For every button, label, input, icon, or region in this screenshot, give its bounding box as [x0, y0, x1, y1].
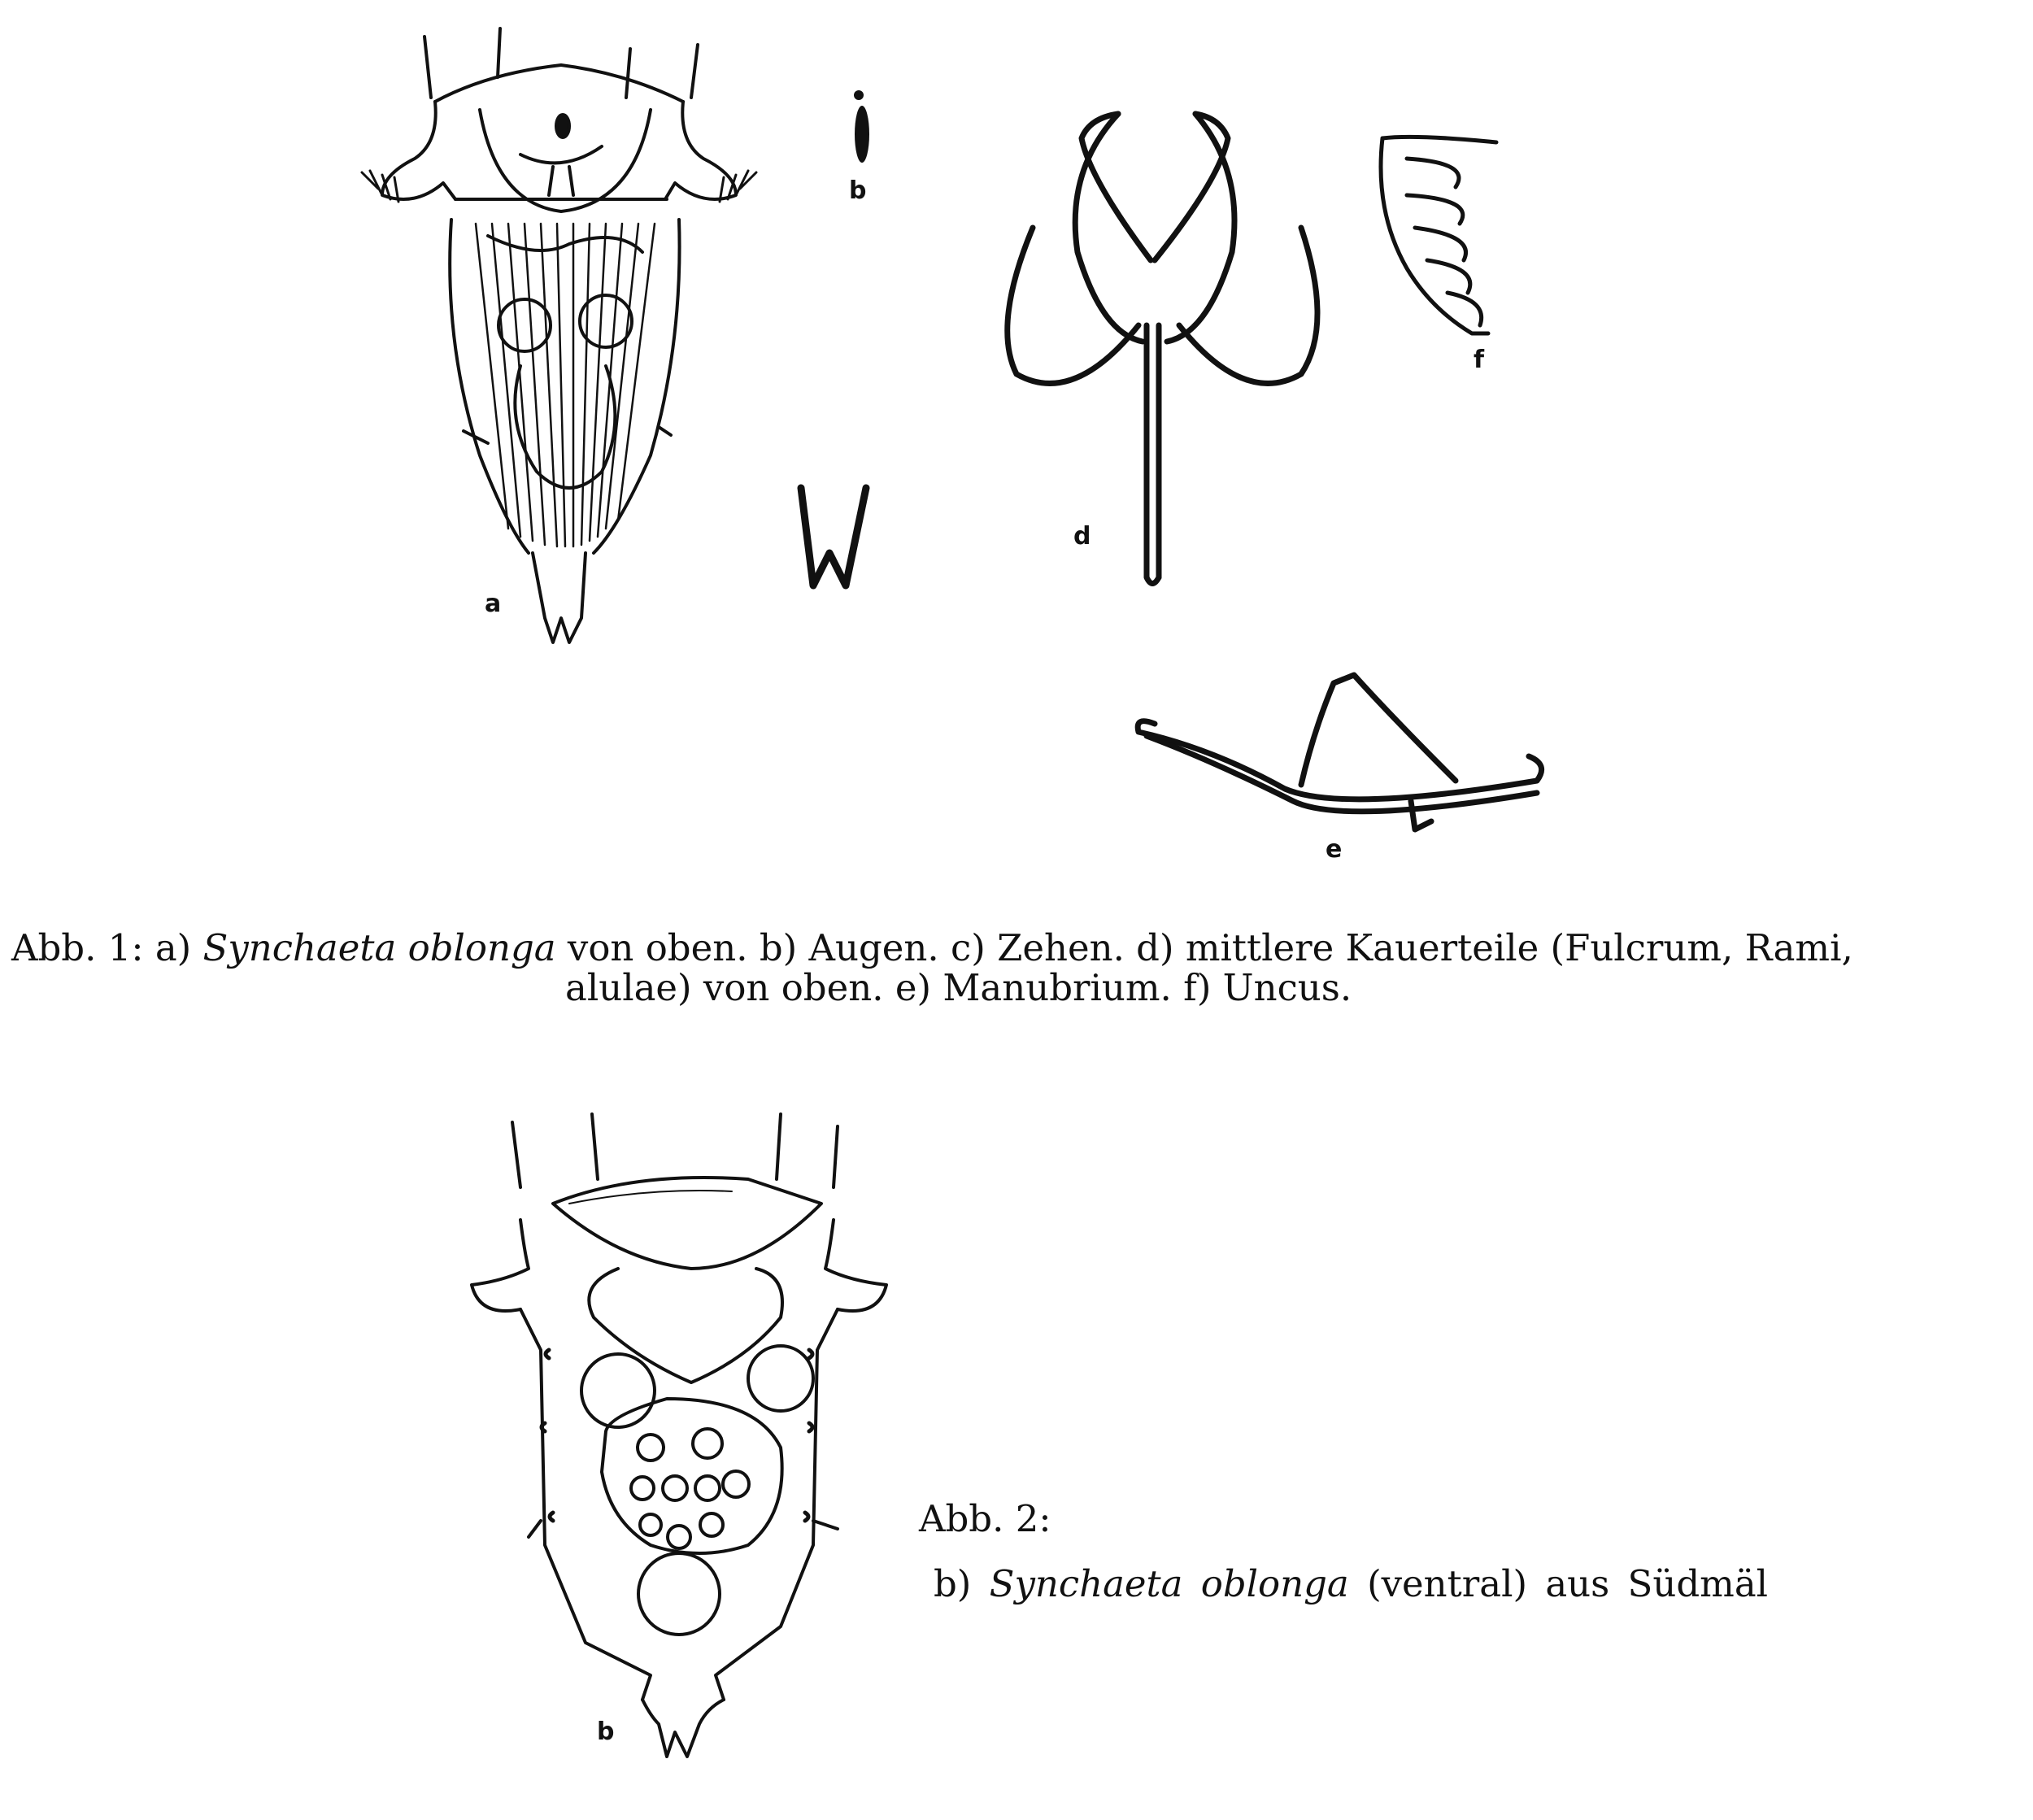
figure2-caption-title: Abb. 2:	[919, 1497, 1051, 1540]
fig1d-trophi	[1008, 114, 1317, 584]
fig1e-manubrium	[1138, 675, 1541, 829]
fig1-label-a: a	[485, 590, 502, 618]
figure1-caption-species: Synchaeta oblonga	[202, 926, 556, 969]
fig1b-eye-spot	[854, 90, 869, 163]
fig1-label-b: b	[849, 176, 867, 205]
fig2-label-b: b	[597, 1718, 615, 1746]
figure2-caption-prefix: b)	[934, 1562, 990, 1605]
fig1a-rotifer-dorsal	[362, 28, 756, 642]
fig1f-uncus	[1381, 137, 1496, 333]
fig1-label-e: e	[1326, 835, 1343, 864]
figure1-caption-rest: von oben. b) Augen. c) Zehen. d) mittlere Kauerteile (Fulcrum, Rami,	[555, 926, 1853, 969]
fig1-label-d: d	[1073, 522, 1091, 551]
figure2-caption-rest: (ventral) aus Südmäl	[1348, 1562, 1769, 1605]
fig2b-rotifer-ventral	[472, 1114, 886, 1757]
figure1-caption-prefix: Abb. 1: a)	[11, 926, 203, 969]
figure2-caption-text	[934, 1562, 1769, 1605]
fig1c-toes	[801, 488, 866, 586]
figure1-caption-line1	[11, 926, 1853, 969]
fig1-label-f: f	[1474, 346, 1485, 374]
figure1-caption-line2: alulae) von oben. e) Manubrium. f) Uncus.	[565, 966, 1352, 1009]
figure2-caption-species: Synchaeta oblonga	[989, 1562, 1349, 1605]
